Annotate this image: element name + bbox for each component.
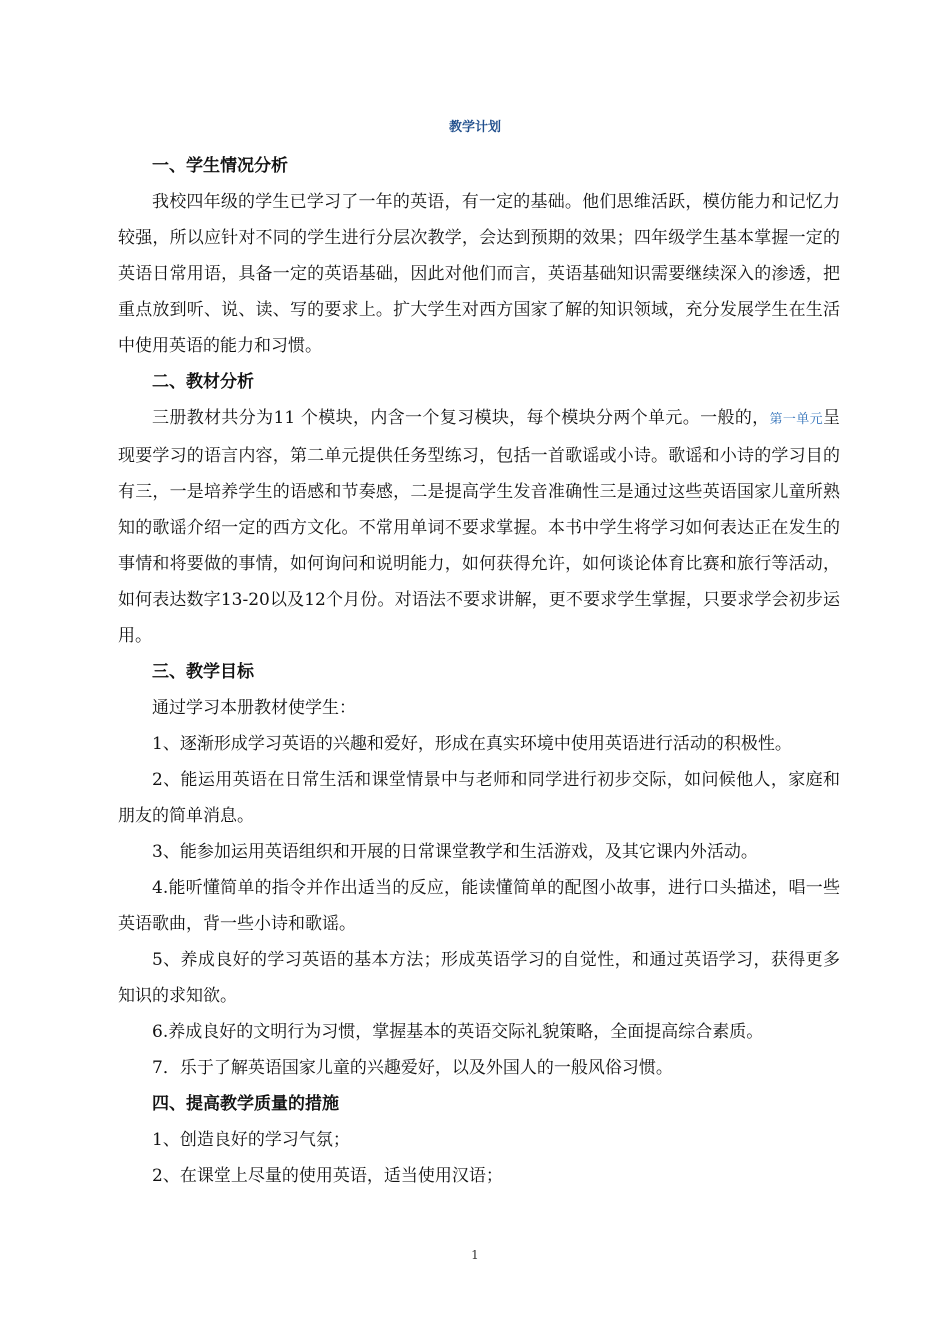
- goal-item: 1、逐渐形成学习英语的兴趣和爱好，形成在真实环境中使用英语进行活动的积极性。: [152, 734, 792, 754]
- goal-item: 6.养成良好的文明行为习惯，掌握基本的英语交际礼貌策略，全面提高综合素质。: [152, 1022, 764, 1042]
- measure-item: 2、在课堂上尽量的使用英语，适当使用汉语；: [152, 1166, 503, 1186]
- document-body: [118, 148, 840, 1194]
- goal-item: 3、能参加运用英语组织和开展的日常课堂教学和生活游戏，及其它课内外活动。: [152, 842, 758, 862]
- measure-item: 1、创造良好的学习气氛；: [152, 1130, 350, 1150]
- text-segment: 呈现要学习的语言内容，第二单元提供任务型练习，包括一首歌谣或小诗。歌谣和小诗的学习目的有三，一是培养学生的语感和节奏感，二是提高学生发音准确性三是通过这些英语国家儿童所熟知的歌谣介绍一定的西方文化。不常用单词不要求掌握。本书中学生将学习如何表达正在发生的事情和将要做的事情，如何询问和说明能力，如何获得允许，如何谈论体育比赛和旅行等活动，如何表达数字13-20以及12个月份。对语法不要求讲解，更不要求学生掌握，只要求学会初步运用。: [118, 408, 840, 646]
- goal-item: 4.能听懂简单的指令并作出适当的反应，能读懂简单的配图小故事，进行口头描述，唱一些英语歌曲，背一些小诗和歌谣。: [118, 878, 840, 934]
- section-heading-quality-measures: 四、提高教学质量的措施: [152, 1094, 339, 1114]
- paragraph-student-analysis: 我校四年级的学生已学习了一年的英语，有一定的基础。他们思维活跃，模仿能力和记忆力较强，所以应针对不同的学生进行分层次教学，会达到预期的效果；四年级学生基本掌握一定的英语日常用语，具备一定的英语基础，因此对他们而言，英语基础知识需要继续深入的渗透，把重点放到听、说、读、写的要求上。扩大学生对西方国家了解的知识领域，充分发展学生在生活中使用英语的能力和习惯。: [118, 192, 840, 356]
- section-heading-student-analysis: 一、学生情况分析: [152, 156, 288, 176]
- paragraph-textbook-analysis: [118, 400, 840, 654]
- page-number: 1: [471, 1248, 479, 1262]
- document-title: 教学计划: [448, 120, 501, 135]
- goal-item: 7．乐于了解英语国家儿童的兴趣爱好，以及外国人的一般风俗习惯。: [152, 1058, 673, 1078]
- goal-item: 5、养成良好的学习英语的基本方法；形成英语学习的自觉性，和通过英语学习，获得更多知识的求知欲。: [118, 950, 840, 1006]
- section-heading-teaching-goals: 三、教学目标: [152, 662, 254, 682]
- section-heading-textbook-analysis: 二、教材分析: [152, 372, 254, 392]
- unit-one-link[interactable]: 第一单元: [769, 412, 823, 427]
- paragraph-goals-intro: 通过学习本册教材使学生：: [152, 698, 356, 718]
- goal-item: 2、能运用英语在日常生活和课堂情景中与老师和同学进行初步交际，如问候他人，家庭和朋友的简单消息。: [118, 770, 840, 826]
- text-segment: 三册教材共分为11 个模块，内含一个复习模块，每个模块分两个单元。一般的，: [152, 408, 770, 428]
